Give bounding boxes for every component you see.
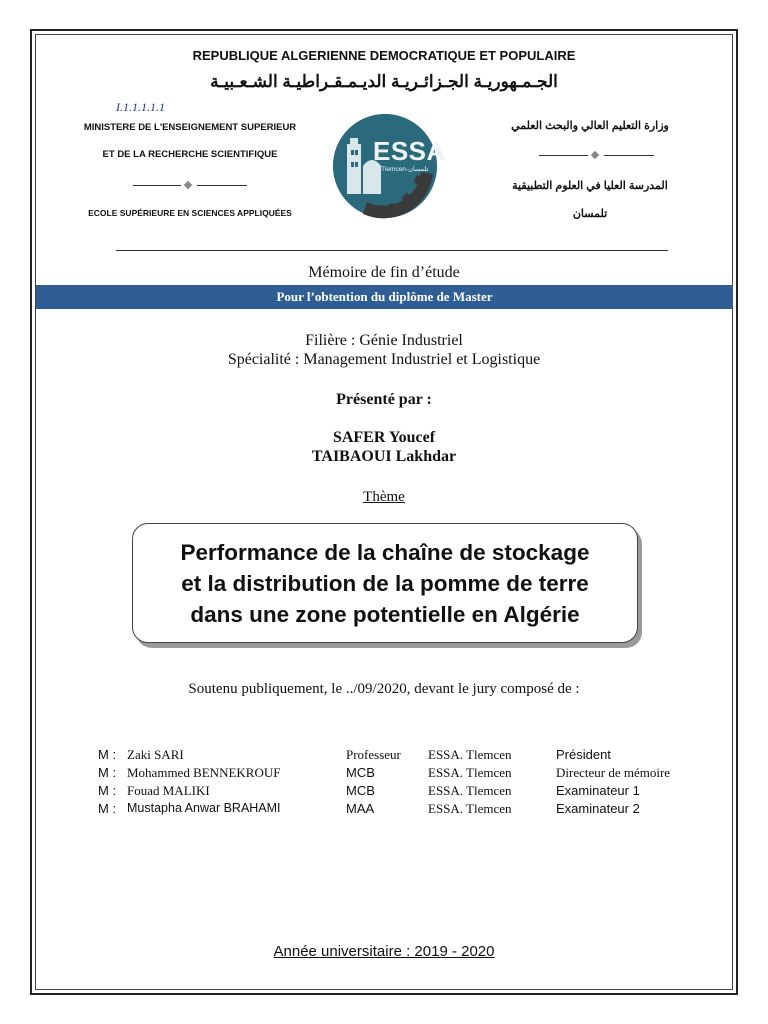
jury-name: Zaki SARI [127,747,184,762]
authors [0,428,768,466]
jury-name: Mohammed BENNEKROUF [127,765,281,780]
jury-prefix: M : [98,783,117,798]
republic-title-fr: REPUBLIQUE ALGERIENNE DEMOCRATIQUE ET POPULAIRE [192,48,576,63]
author-name: SAFER Youcef [332,429,436,446]
jury-role: Directeur de mémoire [556,765,671,780]
school-name-fr: ECOLE SUPÉRIEURE EN SCIENCES APPLIQUÉES [88,208,292,218]
ornament-line [133,185,181,186]
jury-role: Président [556,747,611,762]
jury-institution: ESSA. Tlemcen [428,801,512,816]
specialite-line: Spécialité : Management Industriel et Logistique [227,351,541,368]
presented-by-label: Présenté par : [336,391,432,408]
jury-grade: MCB [346,783,375,798]
jury-institution: ESSA. Tlemcen [428,747,512,762]
filiere-line: Filière : Génie Industriel [305,332,463,349]
thesis-title-box [132,523,638,643]
header-separator [116,250,668,251]
school-name-ar: المدرسة العليا في العلوم التطبيقية [512,180,668,192]
jury-grade: MAA [346,801,375,816]
city-ar: تلمسان [572,208,608,220]
jury-institution: ESSA. Tlemcen [428,783,512,798]
ornament-line [604,155,654,156]
jury-institution: ESSA. Tlemcen [428,765,512,780]
program-info [0,331,768,369]
ministry-line2: ET DE LA RECHERCHE SCIENTIFIQUE [102,149,278,160]
theme-label: Thème [363,489,405,505]
author-name: TAIBAOUI Lakhdar [311,448,457,465]
jury-prefix: M : [98,747,117,762]
ministry-line1: MINISTERE DE L'ENSEIGNEMENT SUPERIEUR [83,122,297,133]
jury-role: Examinateur 2 [556,801,640,816]
ornament-line [197,185,247,186]
jury-name: Fouad MALIKI [127,783,210,798]
logo-text: ESSA [373,136,446,166]
ornament-line [539,155,588,156]
jury-role: Examinateur 1 [556,783,640,798]
jury-grade: MCB [346,765,375,780]
defense-statement: Soutenu publiquement, le ../09/2020, devant le jury composé de : [188,681,580,697]
logo-subtext: Tlemcen-تلمسان [381,166,429,173]
essa-logo-icon [333,114,446,218]
document-code: I.1.1.1.1.1 [116,100,165,114]
jury-prefix: M : [98,765,117,780]
thesis-title: Performance de la chaîne de stockage et la distribution de la pomme de terre dans une zone potentielle en Algérie [180,539,590,627]
memoire-heading: Mémoire de fin d’étude [308,264,460,281]
diploma-band [36,285,733,309]
academic-year: Année universitaire : 2019 - 2020 [273,943,495,960]
jury-prefix: M : [98,801,117,816]
ministry-ar: وزارة التعليم العالي والبحث العلمي [511,120,669,132]
jury-name: Mustapha Anwar BRAHAMI [127,801,281,815]
jury-grade: Professeur [346,747,401,762]
diploma-band-text: Pour l’obtention du diplôme de Master [276,289,493,304]
republic-title-ar: الجـمـهوريـة الجـزائـريـة الديـمـقـراطيـة الشـعـبيـة [210,72,558,91]
